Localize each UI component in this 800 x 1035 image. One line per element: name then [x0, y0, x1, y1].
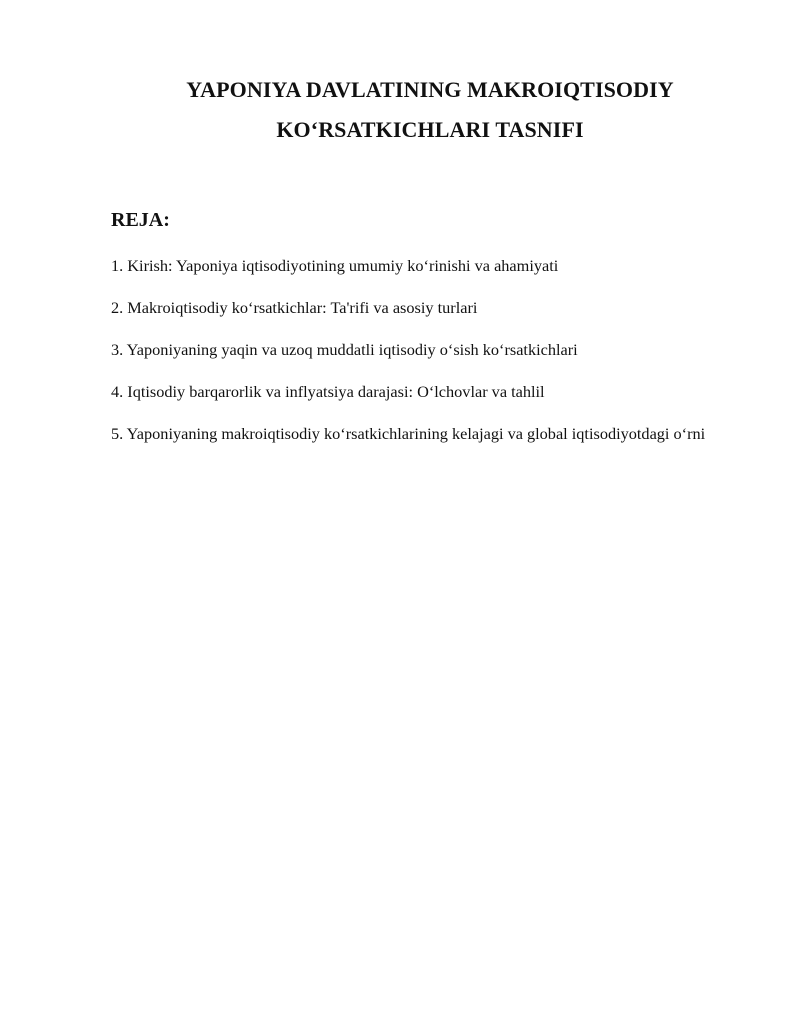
plan-item-3: 3. Yaponiyaning yaqin va uzoq muddatli iqtisodiy o‘sish ko‘rsatkichlari — [111, 340, 578, 359]
plan-item-1: 1. Kirish: Yaponiya iqtisodiyotining umumiy ko‘rinishi va ahamiyati — [111, 256, 559, 275]
document-title — [60, 70, 800, 150]
document-title-line-1: YAPONIYA DAVLATINING MAKROIQTISODIY — [186, 77, 674, 102]
plan-heading: REJA: — [111, 209, 170, 231]
plan-item-5: 5. Yaponiyaning makroiqtisodiy ko‘rsatkichlarining kelajagi va global iqtisodiyotdagi o‘rni — [111, 424, 706, 443]
document-title-line-2: KO‘RSATKICHLARI TASNIFI — [276, 117, 584, 142]
plan-item-4: 4. Iqtisodiy barqarorlik va inflyatsiya darajasi: O‘lchovlar va tahlil — [111, 382, 545, 401]
plan-item-2: 2. Makroiqtisodiy ko‘rsatkichlar: Ta'rifi va asosiy turlari — [111, 298, 478, 317]
plan-list — [111, 252, 761, 462]
